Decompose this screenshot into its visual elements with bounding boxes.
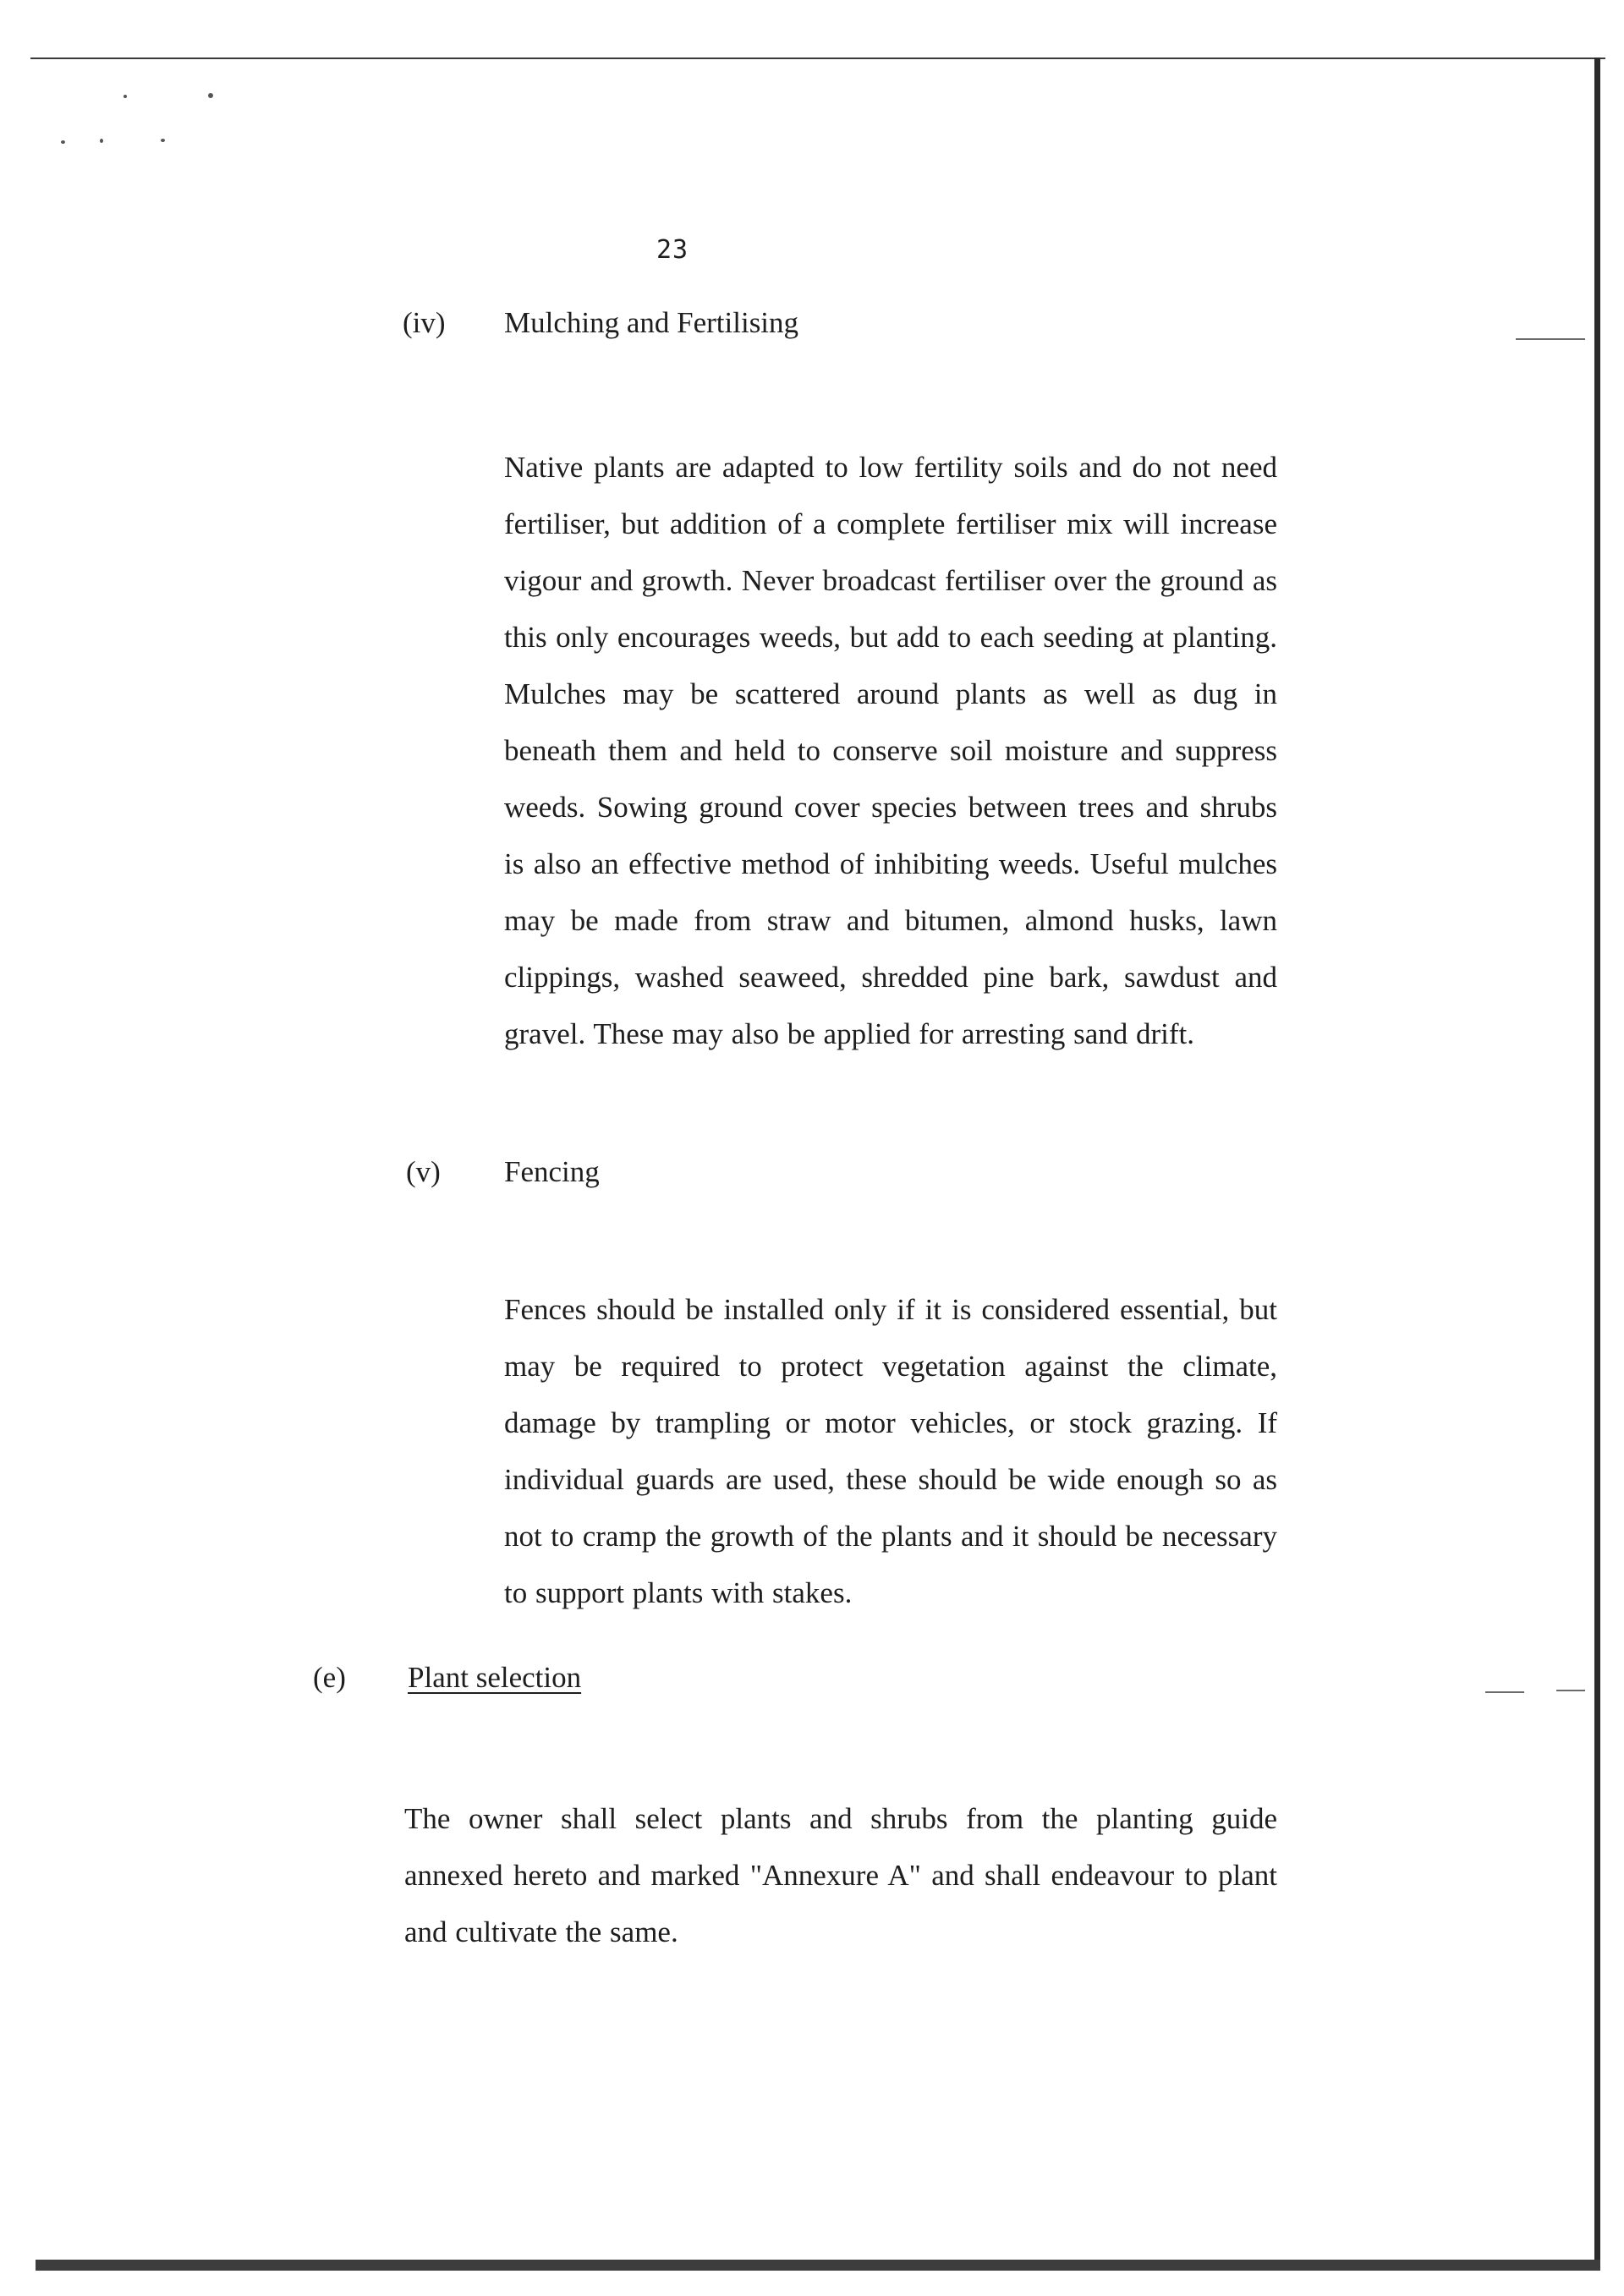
section-paragraph: Fences should be installed only if it is considered essential, but may be required to protect vegetation against the climate, damage by trampling or motor vehicles, or stock grazing. If individual guards are used, these should be wide enough so as not to cramp the growth of the plants and it should be necessary to support plants with stakes. — [504, 1293, 1277, 1609]
scan-speck — [208, 93, 213, 98]
scan-right-border — [1594, 58, 1600, 2266]
section-heading: Mulching and Fertilising — [504, 306, 799, 339]
scan-speck — [123, 95, 127, 98]
scan-speck — [61, 140, 65, 144]
scan-edge-mark — [1556, 1690, 1585, 1691]
section-marker: (iv) — [403, 306, 446, 339]
section-marker: (e) — [313, 1661, 346, 1694]
scan-speck — [100, 139, 103, 143]
section-paragraph: Native plants are adapted to low fertility soils and do not need fertiliser, but addition of a complete fertiliser mix will increase vigour and growth. Never broadcast fertiliser over the ground as this only encourages weeds, but add to each seeding at planting. Mulches may be scattered around plants as well as dug in beneath them and held to conserve soil moisture and suppress weeds. Sowing ground cover species between trees and shrubs is also an effective method of inhibiting weeds. Useful mulches may be made from straw and bitumen, almond husks, lawn clippings, washed seaweed, shredded pine bark, sawdust and gravel. These may also be applied for arresting sand drift. — [504, 451, 1277, 1050]
scan-edge-mark — [1485, 1691, 1524, 1693]
scan-bottom-border — [36, 2260, 1600, 2271]
section-heading: Fencing — [504, 1155, 600, 1188]
section-marker: (v) — [406, 1155, 441, 1188]
section-heading: Plant selection — [408, 1661, 582, 1694]
scan-speck — [161, 139, 165, 142]
scan-top-border — [30, 58, 1605, 59]
page-number: 23 — [656, 235, 689, 265]
scan-edge-mark — [1516, 338, 1585, 340]
section-paragraph: The owner shall select plants and shrubs from the planting guide annexed hereto and marked "Annexure A" and shall endeavour to plant and cultivate the same. — [404, 1802, 1277, 1948]
